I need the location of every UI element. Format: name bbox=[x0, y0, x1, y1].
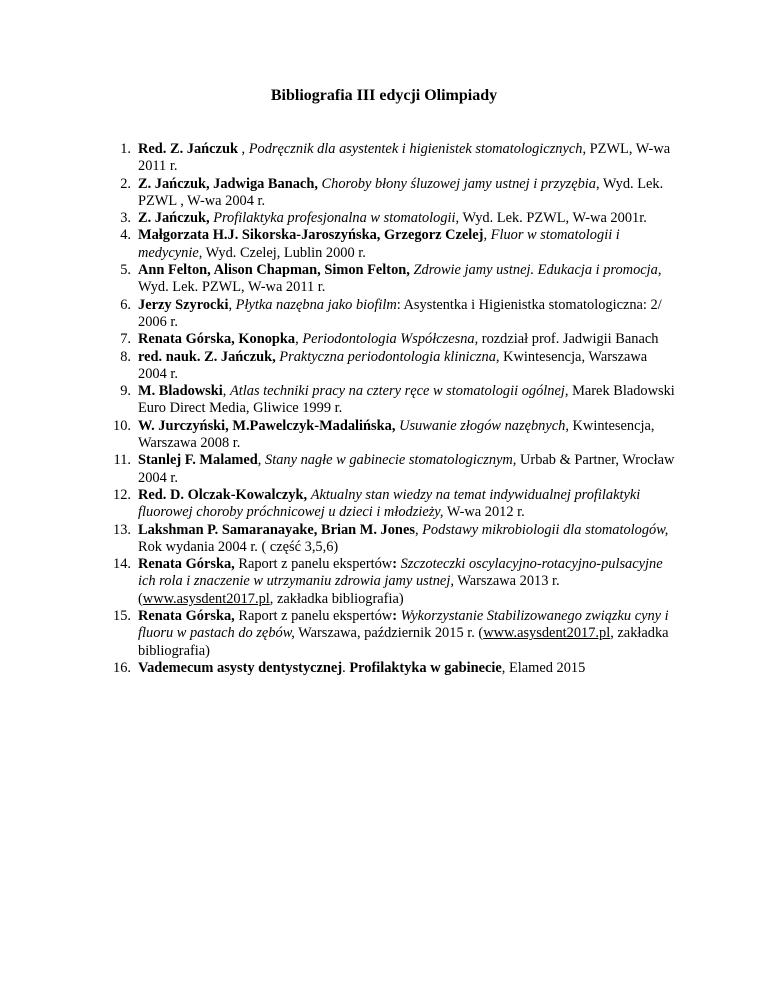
entry-title: Podstawy mikrobiologii dla stomatologów, bbox=[422, 521, 669, 538]
entry-author: Red. Z. Jańczuk bbox=[138, 141, 238, 157]
entry-author: Małgorzata H.J. Sikorska-Jaroszyńska, Grzegorz Czelej bbox=[138, 227, 484, 244]
bibliography-entry bbox=[113, 452, 678, 487]
entry-title: Stany nagłe w gabinecie stomatologicznym, bbox=[265, 452, 517, 469]
entry-text: , Kwintesencja, Warszawa 2008 r. bbox=[138, 417, 655, 452]
bibliography-entry bbox=[113, 486, 678, 522]
entry-author: Ann Felton, Alison Chapman, Simon Felton, bbox=[138, 262, 410, 279]
entry-title: Usuwanie złogów nazębnych bbox=[399, 417, 566, 434]
entry-title: Płytka nazębna jako biofilm bbox=[235, 296, 397, 313]
entry-text: : Asystentka i Higienistka stomatologiczna: 2/ 2006 r. bbox=[138, 296, 662, 330]
bibliography-entry bbox=[113, 417, 678, 453]
entry-text: Rok wydania 2004 r. ( część 3,5,6) bbox=[138, 538, 339, 555]
entry-number: 2. bbox=[120, 175, 131, 192]
bibliography-entry bbox=[120, 262, 678, 297]
entry-number: 15. bbox=[113, 608, 131, 625]
entry-author: Z. Jańczuk, bbox=[138, 210, 210, 227]
entry-text: , Wyd. Lek. PZWL, W-wa 2011 r. bbox=[138, 262, 662, 296]
entry-text: Raport z panelu ekspertów bbox=[234, 608, 393, 625]
entry-text: Raport z panelu ekspertów bbox=[234, 556, 393, 573]
entry-number: 9. bbox=[120, 383, 131, 400]
entry-title: Profilaktyka profesjonalna w stomatologii, bbox=[213, 210, 460, 227]
entry-text: , PZWL, W-wa 2011 r. bbox=[138, 141, 671, 175]
bibliography-entry bbox=[113, 608, 678, 660]
entry-author: Jerzy Szyrocki bbox=[138, 296, 229, 313]
entry-link[interactable]: www.asysdent2017.pl bbox=[142, 590, 270, 607]
entry-number: 4. bbox=[120, 227, 131, 244]
entry-number: 12. bbox=[113, 486, 131, 503]
entry-text: , rozdział prof. Jadwigii Banach bbox=[474, 331, 659, 348]
entry-text: , bbox=[222, 383, 230, 400]
entry-title: Fluor w stomatologii i medycynie bbox=[138, 227, 620, 261]
bibliography-entry bbox=[113, 521, 678, 557]
entry-text: , Wyd. Czelej, Lublin 2000 r. bbox=[198, 244, 366, 261]
entry-title: Choroby błony śluzowej jamy ustnej i przyzębia bbox=[321, 175, 596, 192]
entry-title: Aktualny stan wiedzy na temat indywidualnej profilaktyki fluorowej choroby próchnicowej u dzieci i młodzieży, bbox=[138, 486, 641, 521]
entry-number: 1. bbox=[120, 141, 131, 157]
entry-text: , bbox=[483, 227, 491, 244]
entry-author: Stanlej F. Malamed bbox=[138, 452, 258, 469]
bibliography-entry bbox=[120, 141, 678, 176]
entry-number: 8. bbox=[120, 348, 131, 365]
bibliography-entry bbox=[120, 383, 678, 418]
bibliography-entry bbox=[120, 296, 678, 332]
entry-text: Warszawa 2013 r. ( bbox=[138, 573, 560, 607]
bibliography-entry bbox=[120, 331, 678, 348]
entry-author: red. nauk. Z. Jańczuk, bbox=[138, 348, 276, 365]
entry-number: 7. bbox=[120, 331, 131, 348]
entry-text: , Marek Bladowski Euro Direct Media, Gliwice 1999 r. bbox=[138, 383, 675, 417]
entry-author: M. Bladowski bbox=[138, 383, 223, 400]
entry-author: Vademecum asysty dentystycznej bbox=[138, 659, 343, 676]
entry-text: Wyd. Lek. PZWL, W-wa 2001r. bbox=[459, 210, 647, 227]
bibliography-entry bbox=[113, 556, 678, 608]
entry-title: Podręcznik dla asystentek i higienistek stomatologicznych bbox=[248, 141, 583, 157]
entry-number: 13. bbox=[113, 521, 131, 538]
entry-author: : bbox=[392, 556, 397, 573]
entry-text: Kwintesencja, Warszawa 2004 r. bbox=[138, 348, 648, 382]
entry-text: , Wyd. Lek. PZWL , W-wa 2004 r. bbox=[138, 175, 664, 209]
entry-author: Red. D. Olczak-Kowalczyk, bbox=[138, 486, 308, 503]
bibliography-entry bbox=[120, 227, 678, 262]
entry-author: : bbox=[392, 608, 397, 625]
entry-text: Urbab & Partner, Wrocław 2004 r. bbox=[138, 452, 675, 486]
entry-text: , zakładka bibliografia) bbox=[138, 625, 669, 659]
entry-title: Atlas techniki pracy na cztery ręce w stomatologii ogólnej bbox=[229, 383, 565, 400]
entry-author: Z. Jańczuk, Jadwiga Banach, bbox=[138, 175, 318, 192]
bibliography-entry bbox=[120, 175, 678, 211]
entry-text: , Elamed 2015 bbox=[501, 659, 586, 676]
entry-text: Warszawa, październik 2015 r. ( bbox=[294, 625, 484, 642]
entry-text: , bbox=[414, 521, 423, 538]
entry-text: W-wa 2012 r. bbox=[443, 504, 525, 521]
entry-number: 10. bbox=[113, 417, 131, 434]
bibliography-entry bbox=[120, 210, 678, 227]
entry-author: Profilaktyka w gabinecie bbox=[349, 659, 502, 676]
entry-number: 3. bbox=[120, 210, 131, 227]
entry-author: Renata Górska, bbox=[138, 556, 235, 573]
entry-number: 16. bbox=[113, 659, 131, 676]
entry-author: Renata Górska, bbox=[138, 608, 235, 625]
bibliography-list bbox=[113, 141, 678, 677]
bibliography-entry bbox=[113, 659, 678, 677]
entry-title: Zdrowie jamy ustnej. Edukacja i promocja bbox=[413, 262, 658, 279]
entry-number: 11. bbox=[113, 452, 131, 469]
entry-number: 14. bbox=[113, 556, 131, 573]
entry-text: , bbox=[257, 452, 265, 469]
entry-title: Praktyczna periodontologia kliniczna, bbox=[279, 348, 500, 365]
entry-text: , bbox=[237, 141, 249, 157]
entry-text: , bbox=[228, 296, 236, 313]
entry-author: Renata Górska, Konopka bbox=[138, 331, 296, 348]
entry-number: 6. bbox=[120, 296, 131, 313]
entry-link[interactable]: www.asysdent2017.pl bbox=[483, 625, 611, 642]
document-title: Bibliografia III edycji Olimpiady bbox=[270, 87, 498, 104]
entry-text: , zakładka bibliografia) bbox=[269, 590, 404, 607]
entry-title: Wykorzystanie Stabilizowanego związku cyny i fluoru w pastach do zębów, bbox=[138, 608, 669, 642]
entry-title: Periodontologia Współczesna bbox=[302, 331, 475, 348]
entry-number: 5. bbox=[120, 262, 131, 279]
entry-text: , bbox=[295, 331, 303, 348]
entry-author: W. Jurczyński, M.Pawelczyk-Madalińska, bbox=[138, 417, 396, 434]
bibliography-entry bbox=[120, 348, 678, 384]
entry-text: . bbox=[342, 659, 350, 676]
entry-author: Lakshman P. Samaranayake, Brian M. Jones bbox=[138, 521, 415, 538]
entry-title: Szczoteczki oscylacyjno-rotacyjno-pulsacyjne ich rola i znaczenie w utrzymaniu zdrowia jamy ustnej, bbox=[138, 556, 663, 590]
